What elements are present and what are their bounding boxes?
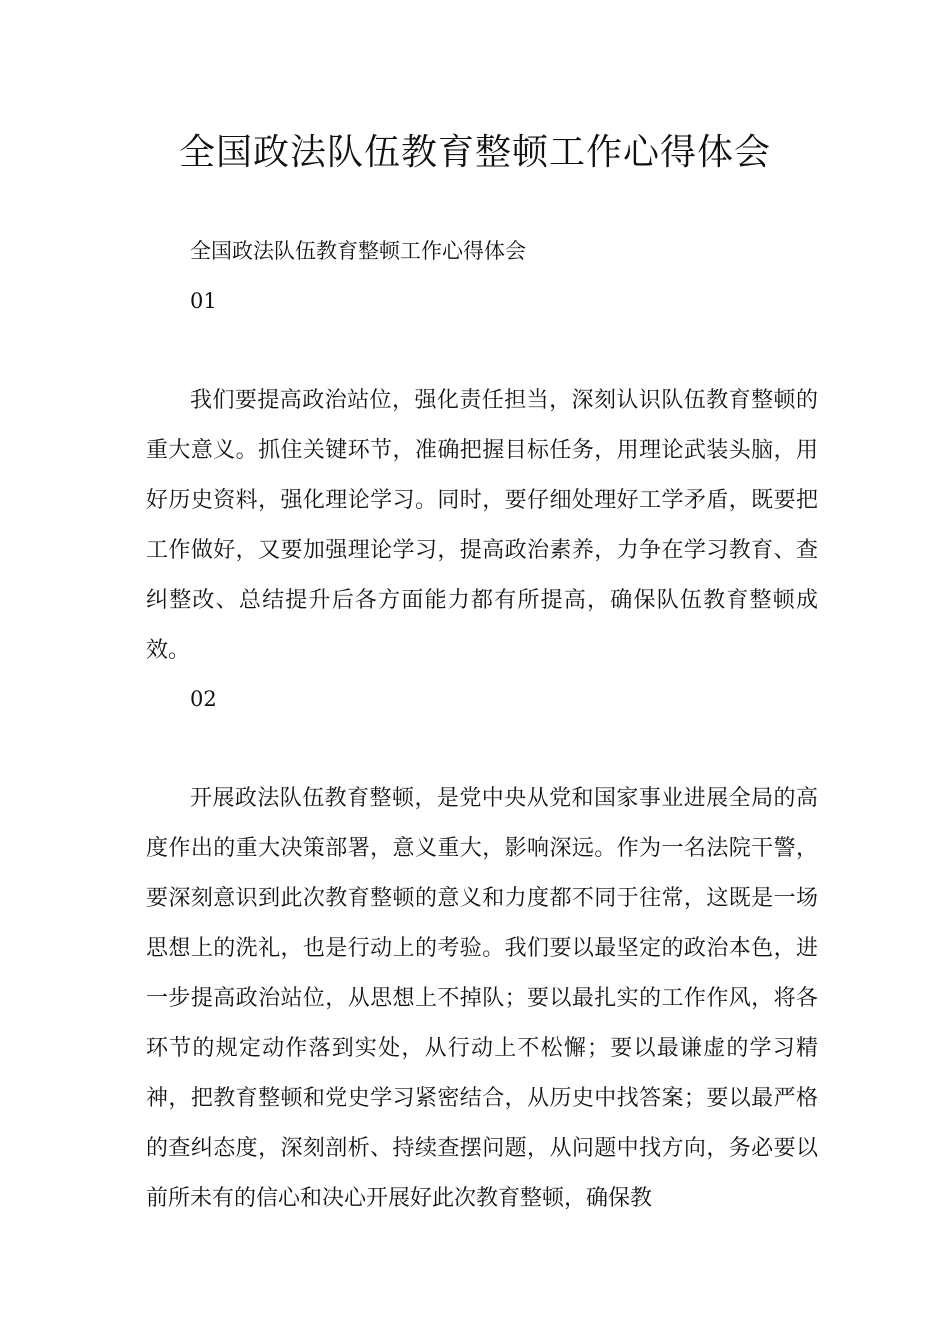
section-number-01: 01 (190, 289, 217, 313)
document-subtitle: 全国政法队伍教育整顿工作心得体会 (190, 239, 526, 263)
section-paragraph-02: 开展政法队伍教育整顿，是党中央从党和国家事业进展全局的高度作出的重大决策部署，意义重大，影响深远。作为一名法院干警，要深刻意识到此次教育整顿的意义和力度都不同于往常，这既是一场思想上的洗礼，也是行动上的考验。我们要以最坚定的政治本色，进一步提高政治站位，从思想上不掉队；要以最扎实的工作作风，将各环节的规定动作落到实处，从行动上不松懈；要以最谦虚的学习精神，把教育整顿和党史学习紧密结合，从历史中找答案；要以最严格的查纠态度，深刻剖析、持续查摆问题，从问题中找方向，务必要以前所未有的信心和决心开展好此次教育整顿，确保教 (146, 786, 818, 1211)
document-title: 全国政法队伍教育整顿工作心得体会 (178, 132, 771, 173)
section-paragraph-01: 我们要提高政治站位，强化责任担当，深刻认识队伍教育整顿的重大意义。抓住关键环节，准确把握目标任务，用理论武装头脑，用好历史资料，强化理论学习。同时，要仔细处理好工学矛盾，既要把工作做好，又要加强理论学习，提高政治素养，力争在学习教育、查纠整改、总结提升后各方面能力都有所提高，确保队伍教育整顿成效。 (146, 388, 818, 663)
section-number-02: 02 (190, 687, 217, 711)
